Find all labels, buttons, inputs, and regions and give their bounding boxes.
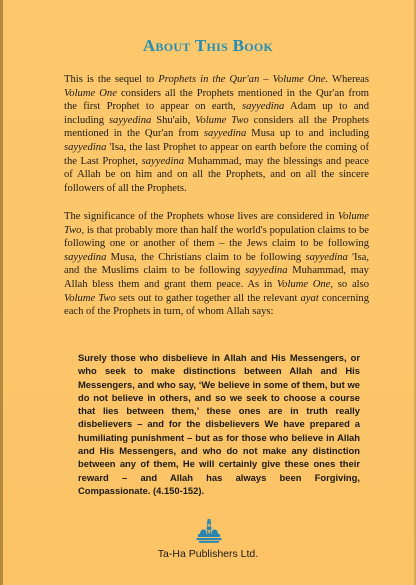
quran-quote: Surely those who disbelieve in Allah and His Messengers, or who seek to make distinctions between Allah and His Messengers, and who say, ‘We believe in some of them, but we do not believe in others, and so we seek to choose a course that lies between them,’ these ones are in truth really disbelievers – and for the disbelievers We have prepared a humiliating punishment – but as for those who believe in Allah and His Messengers, and who do not make any distinction between any of them, He will certainly give these ones their reward – and Allah has always been Forgiving, Compassionate. (4.150-152). — [78, 352, 360, 496]
left-edge-shadow — [0, 0, 3, 585]
mosque-minaret-icon — [196, 518, 222, 544]
intro-paragraph: This is the sequel to Prophets in the Qur'an – Volume One. Whereas Volume One considers all the Prophets mentioned in the Qur'an from the first Prophet to appear on earth, sayyedina Adam up to and including sayyedina Shu'aib, Volume Two considers all the Prophets mentioned in the Qur'an from sayyedina Musa up to and including sayyedina 'Isa, the last Prophet to appear on earth before the coming of the Last Prophet, sayyedina Muhammad, may the blessings and peace of Allah be on him and on all the Prophets, and on all the sincere followers of all the Prophets. — [64, 74, 370, 194]
publisher-name: Ta-Ha Publishers Ltd. — [157, 548, 259, 560]
significance-paragraph: The significance of the Prophets whose lives are considered in Volume Two, is that probably more than half the world's population claims to be following one or another of them – the Jews claim to be following sayyedina Musa, the Christians claim to be following sayyedina 'Isa, and the Muslims claim to be following sayyedina Muhammad, may Allah bless them and grant them peace. As in Volume One, so also Volume Two sets out to gather together all the relevant ayat concerning each of the Prophets in turn, of whom Allah says: — [64, 211, 370, 318]
page-title: About This Book — [142, 36, 274, 55]
